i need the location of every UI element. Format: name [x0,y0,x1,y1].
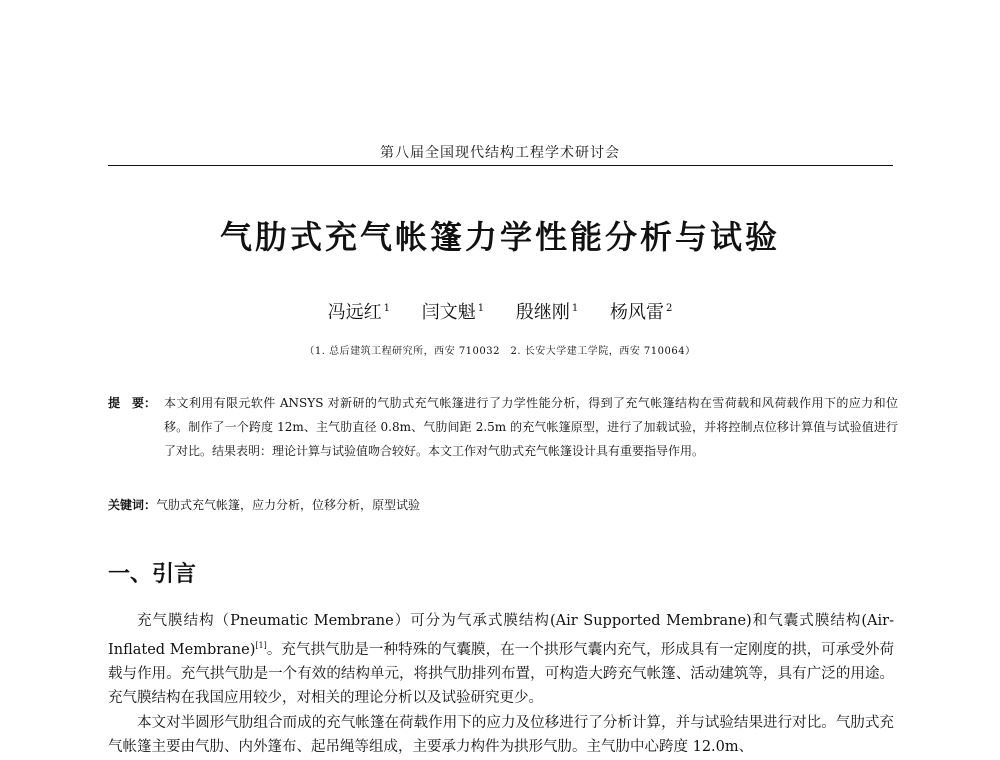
keywords-text: 气肋式充气帐篷，应力分析，位移分析，原型试验 [156,498,421,512]
author [610,302,672,323]
paragraph-text: 。充气拱气肋是一种特殊的气囊膜，在一个拱形气囊内充气，形成具有一定刚度的拱，可承受外荷载与作用。充气拱气肋是一个有效的结构单元，将拱气肋排列布置，可构造大跨充气帐篷、活动建筑等，具有广泛的用途。充气膜结构在我国应用较少，对相关的理论分析以及试验研究更少。 [108,641,895,707]
keywords-label: 关键词： [108,498,157,512]
paragraph: 本文对半圆形气肋组合而成的充气帐篷在荷载作用下的应力及位移进行了分析计算，并与试验结果进行对比。气肋式充气帐篷主要由气肋、内外篷布、起吊绳等组成，主要承力构件为拱形气肋。主气肋中心跨度 12.0m、 [108,714,894,756]
citation-ref: [1] [255,640,267,650]
paragraph-text: 充气膜结构（Pneumatic Membrane）可分为气承式膜结构(Air Supported Membrane)和气囊式膜结构(Air-Inflated Membrane) [108,613,894,658]
affiliations: （1. 总后建筑工程研究所，西安 710032 2. 长安大学建工学院，西安 710064） [304,346,696,357]
author-list [0,298,1000,324]
keywords [108,495,898,515]
author-name: 闫文魁 [421,302,476,323]
running-head: 第八届全国现代结构工程学术研讨会 [380,145,620,161]
author-affil-mark: 1 [571,303,579,314]
author [516,302,578,323]
section-heading: 一、引言 [108,562,197,587]
paper-title: 气肋式充气帐篷力学性能分析与试验 [219,218,780,256]
author-name: 殷继刚 [515,302,570,323]
abstract-label: 提 要： [108,396,157,410]
author [422,302,484,323]
abstract-text: 本文利用有限元软件 ANSYS 对新研的气肋式充气帐篷进行了力学性能分析，得到了充气帐篷结构在雪荷载和风荷载作用下的应力和位移。制作了一个跨度 12m、主气肋直径 0.8m、气肋间距 2.5m 的充气帐篷原型，进行了加载试验，并将控制点位移计算值与试验值进行了对比。结果表明：理论计算与试验值吻合较好。本文工作对气肋式充气帐篷设计具有重要指导作用。 [164,396,898,458]
author-name: 冯远红 [327,302,382,323]
author-affil-mark: 1 [477,303,485,314]
paragraph [108,609,894,711]
author-affil-mark: 2 [665,303,673,314]
header-rule [108,165,893,166]
body-text [108,609,894,760]
abstract [108,391,898,463]
author-name: 杨风雷 [609,302,664,323]
author [328,302,390,323]
author-affil-mark: 1 [383,303,391,314]
